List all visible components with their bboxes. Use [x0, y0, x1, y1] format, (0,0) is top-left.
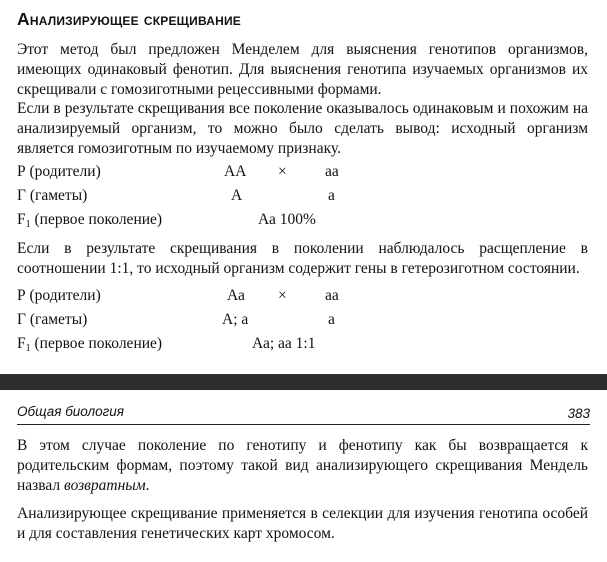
gametes-label: Г (гаметы) [17, 187, 88, 204]
f1-letter: F [17, 335, 26, 352]
gamete-2: а [328, 187, 335, 204]
parent-1-genotype: АА [224, 163, 247, 180]
parents-label: Р (родители) [17, 287, 101, 304]
parents-label: Р (родители) [17, 163, 101, 180]
f1-label [17, 211, 162, 230]
running-head-title: Общая биология [17, 404, 125, 419]
f1-label-text: (первое поколение) [30, 211, 163, 228]
f1-subscript: 1 [25, 219, 31, 230]
cross-scheme-homozygous [17, 163, 607, 235]
scheme-row-parents [17, 163, 607, 187]
running-header [17, 404, 590, 425]
backcross-text: В этом случае поколение по генотипу и фенотипу как бы возвращается к родительским формам, поэтому такой вид анализирующего скрещивания Мендель назвал [17, 437, 588, 494]
cross-sign: × [278, 287, 287, 304]
scheme-row-f1 [17, 211, 607, 235]
gametes-label: Г (гаметы) [17, 311, 88, 328]
f1-label-text: (первое поколение) [30, 335, 163, 352]
gamete-2: а [328, 311, 335, 328]
cross-scheme-heterozygous [17, 287, 607, 359]
f1-letter: F [17, 211, 26, 228]
parent-1-genotype: Аа [227, 287, 245, 304]
parent-2-genotype: аа [325, 163, 339, 180]
paragraph-heterozygous: Если в результате скрещивания в поколении наблюдалось расщепление в соотношении 1:1, то исходный организм содержит гены в гетерозиготном состоянии. [17, 240, 588, 277]
scheme-row-parents [17, 287, 607, 311]
scheme-row-f1 [17, 335, 607, 359]
scheme-row-gametes [17, 311, 607, 335]
scheme-row-gametes [17, 187, 607, 211]
f1-subscript: 1 [25, 343, 31, 354]
gamete-1: А; а [222, 311, 249, 328]
page-number: 383 [567, 406, 590, 421]
paragraph-method: Этот метод был предложен Менделем для выяснения генотипов организмов, имеющих одинаковый фенотип. Для выяснения генотипа изучаемых организмов их скрещивали с гомозиготными рецессивными формами. [17, 41, 588, 98]
section-title: Анализирующее скрещивание [17, 9, 241, 29]
backcross-term: возвратным [64, 477, 146, 494]
f1-result: Аа; аа 1:1 [252, 335, 316, 352]
paragraph-homozygous: Если в результате скрещивания все поколение оказывалось одинаковым и похожим на анализируемый организм, то можно было сделать вывод: исходный организм является гомозиготным по изучаемому признаку. [17, 100, 588, 157]
cross-sign: × [278, 163, 287, 180]
f1-result: Аа 100% [258, 211, 316, 228]
page-divider-band [0, 374, 607, 390]
f1-label [17, 335, 162, 354]
backcross-end: . [145, 477, 150, 494]
paragraph-selection: Анализирующее скрещивание применяется в селекции для изучения генотипа особей и для составления генетических карт хромосом. [17, 505, 588, 542]
gamete-1: А [231, 187, 243, 204]
parent-2-genotype: аа [325, 287, 339, 304]
paragraph-backcross [17, 436, 588, 496]
